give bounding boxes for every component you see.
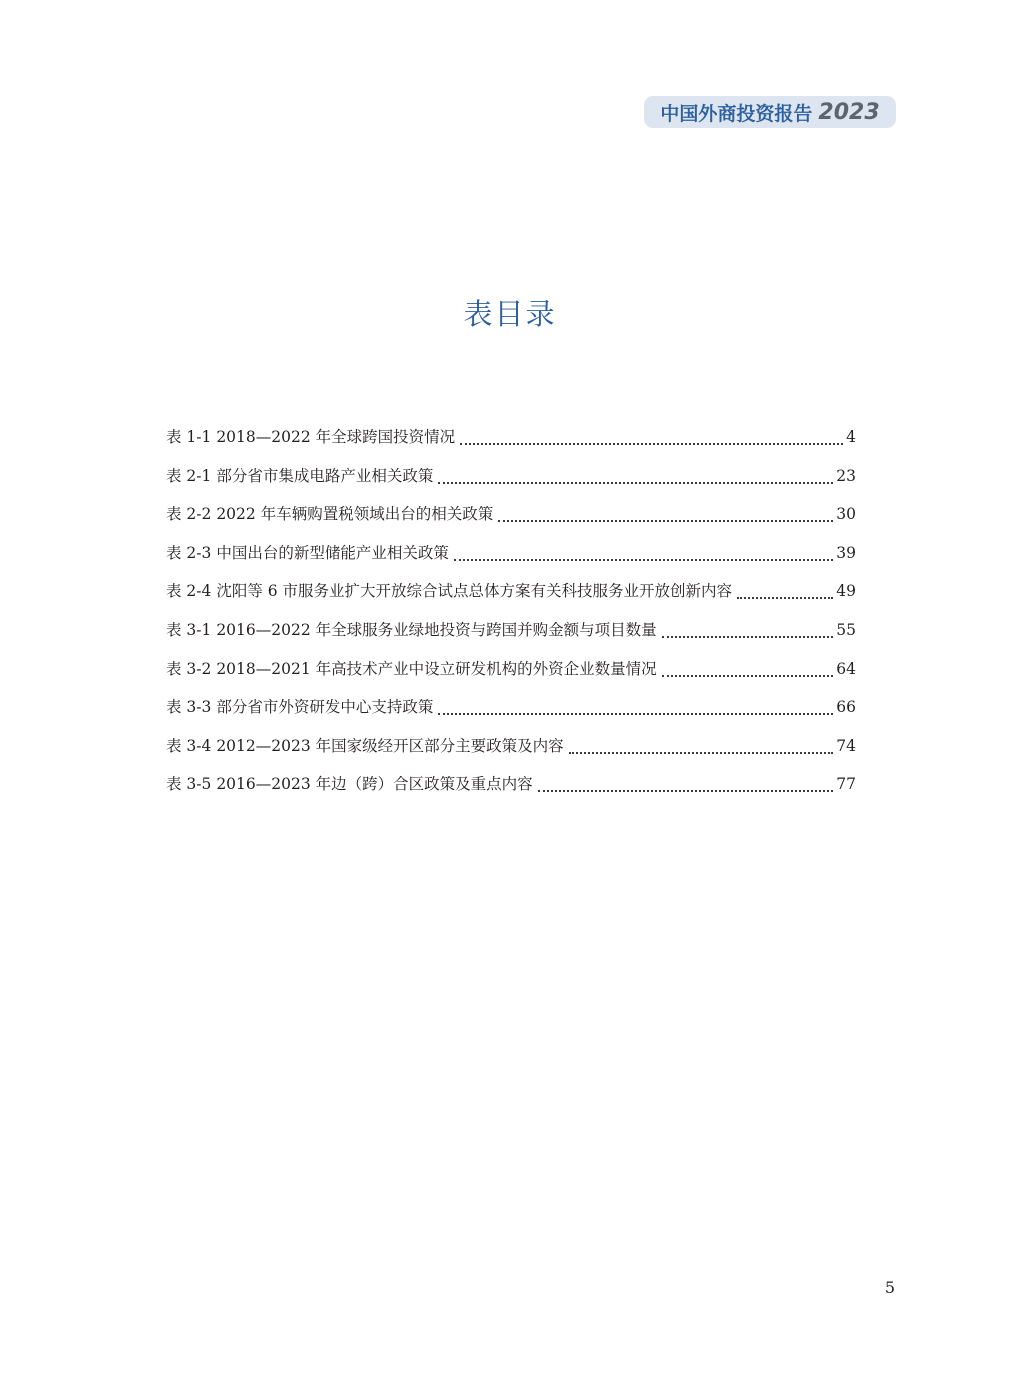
toc-entry[interactable] — [166, 767, 856, 806]
toc-dot-leader — [438, 693, 833, 715]
toc-dot-leader — [438, 462, 833, 484]
toc-entry-page: 49 — [836, 582, 856, 601]
toc-entry-label: 表 3-4 2012—2023 年国家级经开区部分主要政策及内容 — [166, 736, 564, 755]
toc-dot-leader — [737, 577, 833, 599]
toc-entry-page: 23 — [836, 466, 856, 485]
toc-entry-label: 表 3-3 部分省市外资研发中心支持政策 — [166, 698, 434, 717]
toc-entry-label: 表 3-5 2016—2023 年边（跨）合区政策及重点内容 — [166, 775, 533, 794]
toc-entry-page: 39 — [836, 543, 856, 562]
toc-dot-leader — [569, 732, 834, 754]
report-header-badge — [644, 96, 896, 128]
toc-entry[interactable] — [166, 536, 856, 575]
table-of-contents — [166, 420, 856, 806]
toc-entry-page: 30 — [836, 505, 856, 524]
toc-entry-label: 表 2-4 沈阳等 6 市服务业扩大开放综合试点总体方案有关科技服务业开放创新内容 — [166, 582, 733, 601]
report-year: 2023 — [818, 99, 880, 125]
toc-entry[interactable] — [166, 459, 856, 498]
toc-entry-page: 64 — [836, 659, 856, 678]
toc-entry[interactable] — [166, 652, 856, 691]
toc-entry-page: 74 — [836, 736, 856, 755]
toc-entry-page: 4 — [846, 428, 856, 446]
toc-entry[interactable] — [166, 613, 856, 652]
toc-entry-label: 表 3-1 2016—2022 年全球服务业绿地投资与跨国并购金额与项目数量 — [166, 620, 657, 639]
toc-dot-leader — [460, 423, 843, 445]
toc-entry-page: 66 — [836, 698, 856, 717]
toc-entry[interactable] — [166, 497, 856, 536]
page-title: 表目录 — [463, 297, 557, 331]
toc-entry[interactable] — [166, 729, 856, 768]
toc-dot-leader — [662, 655, 834, 677]
toc-dot-leader — [498, 500, 833, 522]
toc-dot-leader — [662, 616, 834, 638]
toc-entry-label: 表 2-3 中国出台的新型储能产业相关政策 — [166, 543, 449, 562]
toc-entry[interactable] — [166, 574, 856, 613]
toc-dot-leader — [454, 539, 833, 561]
toc-entry-page: 77 — [836, 775, 856, 794]
toc-entry-label: 表 2-2 2022 年车辆购置税领域出台的相关政策 — [166, 505, 494, 524]
toc-entry-label: 表 1-1 2018—2022 年全球跨国投资情况 — [166, 428, 456, 446]
toc-entry[interactable] — [166, 420, 856, 459]
toc-entry-page: 55 — [836, 620, 856, 639]
report-title: 中国外商投资报告 — [660, 102, 813, 125]
toc-dot-leader — [538, 770, 834, 792]
toc-entry[interactable] — [166, 690, 856, 729]
page-number: 5 — [884, 1278, 896, 1297]
toc-entry-label: 表 2-1 部分省市集成电路产业相关政策 — [166, 466, 434, 485]
toc-entry-label: 表 3-2 2018—2021 年高技术产业中设立研发机构的外资企业数量情况 — [166, 659, 657, 678]
